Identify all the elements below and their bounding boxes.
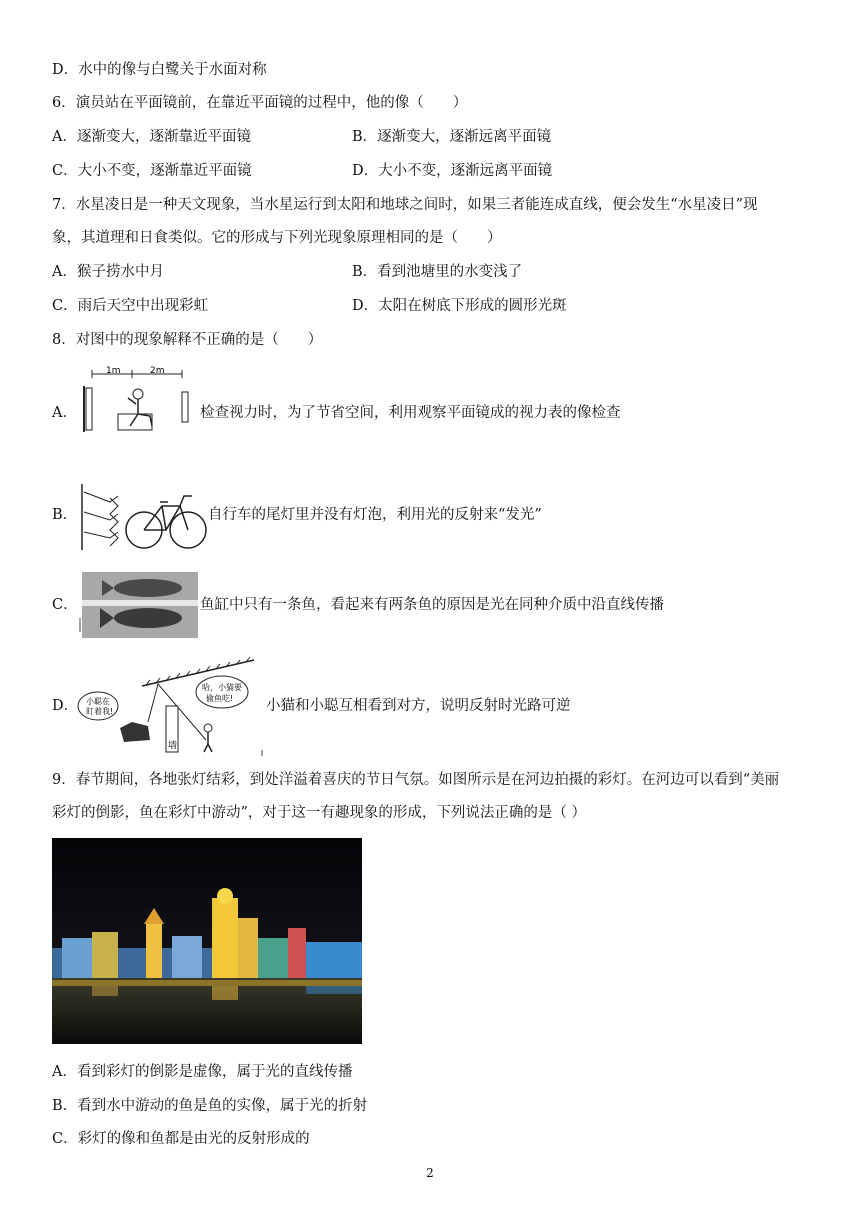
q6-stem: 6．演员站在平面镜前，在靠近平面镜的过程中，他的像（ ） [52, 95, 468, 111]
cat-and-boy-mirror-figure [76, 656, 266, 756]
q8-option-b-text: 自行车的尾灯里并没有灯泡，利用光的反射来“发光” [208, 507, 542, 523]
q6-option-d: D．大小不变，逐渐远离平面镜 [352, 163, 553, 179]
q8-option-d-text: 小猫和小聪互相看到对方，说明反射时光路可逆 [266, 698, 571, 714]
cat-bubble-line2: 盯着我! [86, 707, 114, 716]
eye-chart-mirror-figure [80, 364, 200, 434]
bicycle-reflector-figure [80, 482, 210, 554]
q9-option-b: B．看到水中游动的鱼是鱼的实像，属于光的折射 [52, 1098, 368, 1114]
q7-option-b: B．看到池塘里的水变浅了 [352, 264, 523, 280]
cat-bubble-line1: 小聪在 [86, 697, 110, 706]
wall-label: 墙 [168, 741, 178, 751]
q9-stem-line2: 彩灯的倒影，鱼在彩灯中游动”，对于这一有趣现象的形成，下列说法正确的是（ ） [52, 805, 587, 821]
q6-option-c: C．大小不变，逐渐靠近平面镜 [52, 163, 252, 179]
q7-stem-line2: 象，其道理和日食类似。它的形成与下列光现象原理相同的是（ ） [52, 230, 502, 246]
q8-option-a-text: 检查视力时，为了节省空间，利用观察平面镜成的视力表的像检查 [200, 405, 621, 421]
q9-option-c: C．彩灯的像和鱼都是由光的反射形成的 [52, 1131, 310, 1147]
q8-stem: 8．对图中的现象解释不正确的是（ ） [52, 332, 323, 348]
fish-tank-figure [78, 572, 200, 640]
q8-option-b-letter: B． [52, 507, 78, 523]
fig-label-2m: 2m [150, 366, 165, 376]
q6-option-a: A．逐渐变大，逐渐靠近平面镜 [52, 129, 251, 145]
fig-label-1m: 1m [106, 366, 121, 376]
q5-option-d: D．水中的像与白鹭关于水面对称 [52, 62, 267, 78]
q7-option-a: A．猴子捞水中月 [52, 264, 164, 280]
q9-stem-line1: 9．春节期间，各地张灯结彩，到处洋溢着喜庆的节日气氛。如图所示是在河边拍摄的彩灯。在河边可以看到“美丽 [52, 772, 780, 788]
festival-lanterns-photo [52, 838, 362, 1044]
q8-option-d-letter: D． [52, 698, 79, 714]
q8-option-a-letter: A． [52, 405, 77, 421]
q9-option-a: A．看到彩灯的倒影是虚像，属于光的直线传播 [52, 1064, 353, 1080]
boy-bubble-line2: 偷鱼吃! [206, 694, 234, 703]
q8-option-c-letter: C． [52, 597, 78, 613]
q7-option-c: C．雨后天空中出现彩虹 [52, 298, 209, 314]
boy-bubble-line1: 哈，小猫要 [202, 683, 242, 692]
q6-option-b: B．逐渐变大，逐渐远离平面镜 [352, 129, 552, 145]
q7-option-d: D．太阳在树底下形成的圆形光斑 [352, 298, 567, 314]
page-number: 2 [426, 1166, 434, 1180]
q7-stem-line1: 7．水星凌日是一种天文现象，当水星运行到太阳和地球之间时，如果三者能连成直线，便会发生“水星凌日”现 [52, 197, 758, 213]
q8-option-c-text: 鱼缸中只有一条鱼，看起来有两条鱼的原因是光在同种介质中沿直线传播 [200, 597, 664, 613]
